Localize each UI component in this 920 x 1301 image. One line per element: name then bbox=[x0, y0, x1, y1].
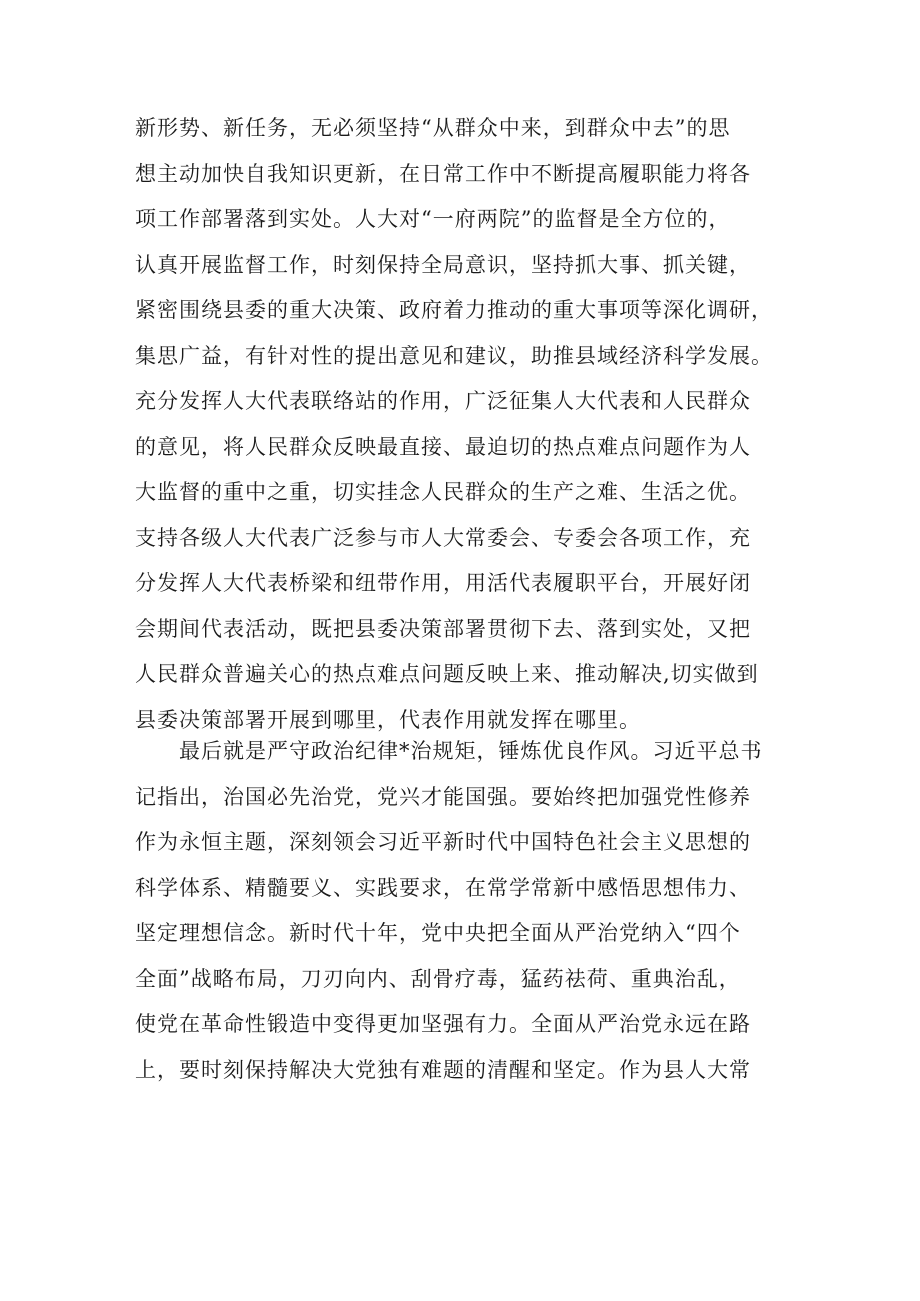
paragraph-line: 集思广益，有针对性的提出意见和建议，助推县域经济科学发展。 bbox=[135, 343, 773, 368]
paragraph-line: 紧密围绕县委的重大决策、政府着力推动的重大事项等深化调研， bbox=[135, 298, 773, 322]
paragraph-line: 科学体系、精髓要义、实践要求，在常学常新中感悟思想伟力、 bbox=[135, 875, 751, 900]
paragraph-line: 想主动加快自我知识更新，在日常工作中不断提高履职能力将各 bbox=[135, 161, 751, 186]
paragraph-line: 大监督的重中之重，切实挂念人民群众的生产之难、生活之优。 bbox=[135, 480, 751, 504]
paragraph-line: 新形势、新任务，无必须坚持“从群众中来，到群众中去”的思 bbox=[135, 116, 731, 140]
paragraph-line: 充分发挥人大代表联络站的作用，广泛征集人大代表和人民群众 bbox=[135, 389, 751, 413]
paragraph-line: 项工作部署落到实处。人大对“一府两院”的监督是全方位的， bbox=[135, 207, 731, 231]
paragraph-line: 的意见，将人民群众反映最直接、最迫切的热点难点问题作为人 bbox=[135, 434, 751, 459]
paragraph-1 bbox=[135, 106, 795, 743]
paragraph-line: 上，要时刻保持解决大党独有难题的清醒和坚定。作为县人大常 bbox=[135, 1057, 751, 1082]
paragraph-line: 作为永恒主题，深刻领会习近平新时代中国特色社会主义思想的 bbox=[135, 830, 751, 854]
paragraph-line: 分发挥人大代表桥梁和纽带作用，用活代表履职平台，开展好闭 bbox=[135, 571, 751, 595]
paragraph-line: 县委决策部署开展到哪里，代表作用就发挥在哪里。 bbox=[135, 707, 641, 732]
paragraph-first-line: 最后就是严守政治纪律*治规矩，锤炼优良作风。习近平总书 bbox=[179, 739, 763, 763]
paragraph-line: 坚定理想信念。新时代十年，党中央把全面从严治党纳入“四个 bbox=[135, 921, 741, 945]
paragraph-line: 使党在革命性锻造中变得更加坚强有力。全面从严治党永远在路 bbox=[135, 1012, 751, 1036]
paragraph-line: 支持各级人大代表广泛参与市人大常委会、专委会各项工作，充 bbox=[135, 525, 751, 550]
paragraph-line: 认真开展监督工作，时刻保持全局意识，坚持抓大事、抓关键， bbox=[135, 252, 751, 277]
paragraph-2 bbox=[135, 729, 795, 1093]
paragraph-line: 记指出，治国必先治党，党兴才能国强。要始终把加强党性修养 bbox=[135, 784, 751, 809]
paragraph-line: 人民群众普遍关心的热点难点问题反映上来、推动解决,切实做到 bbox=[135, 662, 759, 686]
paragraph-line: 全面”战略布局，刀刃向内、刮骨疗毒，猛药祛荷、重典治乱， bbox=[135, 966, 741, 991]
paragraph-line: 会期间代表活动，既把县委决策部署贯彻下去、落到实处，又把 bbox=[135, 616, 751, 641]
